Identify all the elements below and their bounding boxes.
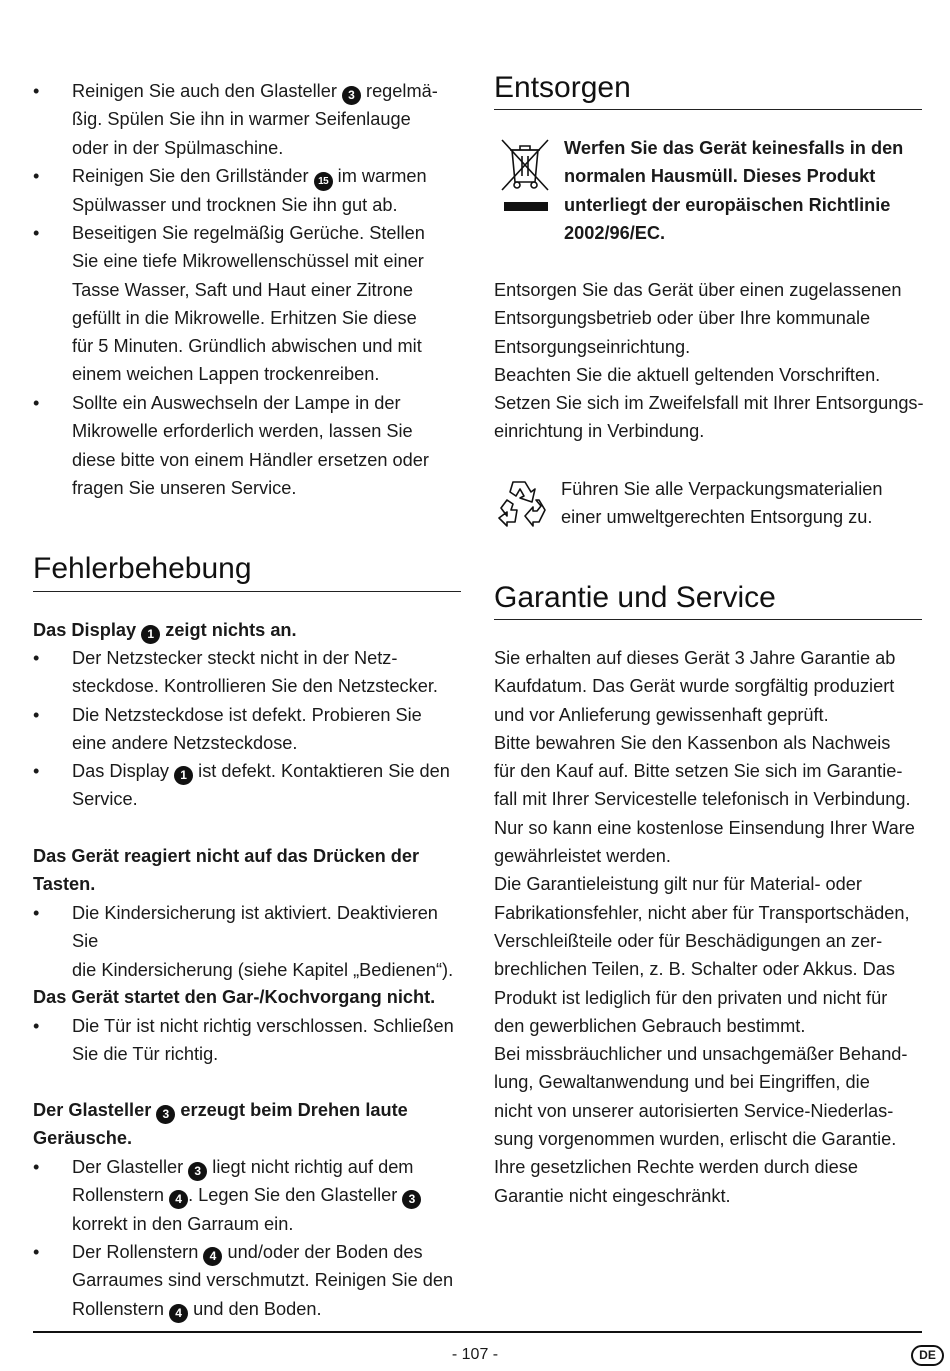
section-divider: [33, 591, 461, 592]
disposal-warning: Werfen Sie das Gerät keinesfalls in den normalen Hausmüll. Dieses Produkt unterliegt der europäischen Richtlinie 2002/96/EC.: [564, 138, 904, 243]
section-divider: [494, 619, 922, 620]
disposal-text: Entsorgen Sie das Gerät über einen zugelassenen Entsorgungsbetrieb oder über Ihre kommunale Entsorgungseinrichtung. Beachten Sie die aktuell geltenden Vorschriften. Setzen Sie sich im Zweifelsfall mit Ihrer Entsorgungs- einrichtung in Verbindung.: [494, 280, 924, 442]
callout-number: 15: [314, 172, 333, 191]
language-badge: DE: [911, 1345, 944, 1366]
list-item: • Sollte ein Auswechseln der Lampe in der Mikrowelle erforderlich werden, lassen Sie diese bitte von einem Händler ersetzen oder fragen Sie unseren Service.: [33, 389, 461, 502]
recycling-arrows-icon: [495, 476, 551, 532]
problem-heading: Der Glasteller 3 erzeugt beim Drehen laute Geräusche.: [33, 1100, 408, 1149]
bullet: •: [33, 223, 40, 243]
list-item: • Reinigen Sie auch den Glasteller 3 regelmä- ßig. Spülen Sie ihn in warmer Seifenlauge oder in der Spülmaschine.: [33, 77, 461, 162]
bullet: •: [33, 1242, 40, 1262]
list-item: • Reinigen Sie den Grillständer 15 im warmen Spülwasser und trocknen Sie ihn gut ab.: [33, 162, 461, 219]
bullet: •: [33, 166, 40, 186]
callout-number: 3: [342, 86, 361, 105]
callout-number: 4: [203, 1247, 222, 1266]
callout-number: 3: [156, 1105, 175, 1124]
list-item: • Der Netzstecker steckt nicht in der Netz- steckdose. Kontrollieren Sie den Netzstecker.: [33, 644, 461, 701]
section-divider: [494, 109, 922, 110]
bullet: •: [33, 1016, 40, 1036]
section-title-fehlerbehebung: Fehlerbehebung: [33, 552, 252, 585]
crossed-out-wheelie-bin-icon: [498, 136, 552, 214]
callout-number: 1: [141, 625, 160, 644]
problem-heading: Das Gerät reagiert nicht auf das Drücken der Tasten.: [33, 846, 420, 895]
problem-heading: Das Display 1 zeigt nichts an.: [33, 616, 461, 644]
bullet: •: [33, 81, 40, 101]
bullet: •: [33, 1157, 40, 1177]
warranty-text: Sie erhalten auf dieses Gerät 3 Jahre Garantie ab Kaufdatum. Das Gerät wurde sorgfältig produziert und vor Anlieferung gewissenhaft geprüft. Bitte bewahren Sie den Kassenbon als Nachweis für den Kauf auf. Bitte setzen Sie sich im Garantie- fall mit Ihrer Servicestelle telefonisch in Verbindung. Nur so kann eine kostenlose Einsendung Ihrer Ware gewährleistet werden. Die Garantieleistung gilt nur für Material- oder Fabrikationsfehler, nicht aber für Transportschäden, Verschleißteile oder für Beschädigungen an zer- brechlichen Teilen, z. B. Schalter oder Akkus. Das Produkt ist lediglich für den privaten und nicht für den gewerblichen Gebrauch bestimmt. Bei missbräuchlicher und unsachgemäßer Behand- lung, Gewaltanwendung und bei Eingriffen, die nicht von unserer autorisierten Service-Niederlas- sung vorgenommen wurden, erlischt die Garantie. Ihre gesetzlichen Rechte werden durch diese Garantie nicht eingeschränkt.: [494, 648, 915, 1206]
list-item: • Die Tür ist nicht richtig verschlossen. Schließen Sie die Tür richtig.: [33, 1012, 461, 1069]
callout-number: 4: [169, 1304, 188, 1323]
callout-number: 4: [169, 1190, 188, 1209]
section-title-garantie: Garantie und Service: [494, 581, 776, 614]
bullet: •: [33, 761, 40, 781]
bullet: •: [33, 903, 40, 923]
list-item: • Der Rollenstern 4 und/oder der Boden des Garraumes sind verschmutzt. Reinigen Sie den Rollenstern 4 und den Boden.: [33, 1238, 461, 1323]
footer-divider: [33, 1331, 922, 1333]
bullet: •: [33, 648, 40, 668]
bullet: •: [33, 705, 40, 725]
page-number: - 107 -: [451, 1346, 499, 1363]
list-item: • Das Display 1 ist defekt. Kontaktieren Sie den Service.: [33, 757, 461, 814]
bullet: •: [33, 393, 40, 413]
list-item: • Der Glasteller 3 liegt nicht richtig auf dem Rollenstern 4 . Legen Sie den Glasteller 3 korrekt in den Garraum ein.: [33, 1153, 461, 1238]
list-item: • Beseitigen Sie regelmäßig Gerüche. Stellen Sie eine tiefe Mikrowellenschüssel mit einer Tasse Wasser, Saft und Haut einer Zitrone gefüllt in die Mikrowelle. Erhitzen Sie diese für 5 Minuten. Gründlich abwischen und mit einem weichen Lappen trockenreiben.: [33, 219, 461, 389]
callout-number: 1: [174, 766, 193, 785]
recycling-note: Führen Sie alle Verpackungsmaterialien einer umweltgerechten Entsorgung zu.: [561, 479, 883, 528]
section-title-entsorgen: Entsorgen: [494, 71, 631, 104]
list-item: • Die Kindersicherung ist aktiviert. Deaktivieren Sie die Kindersicherung (siehe Kapitel „Bedienen“).: [33, 899, 461, 984]
list-item: • Die Netzsteckdose ist defekt. Probieren Sie eine andere Netzsteckdose.: [33, 701, 461, 758]
callout-number: 3: [188, 1162, 207, 1181]
callout-number: 3: [402, 1190, 421, 1209]
problem-heading: Das Gerät startet den Gar-/Kochvorgang nicht.: [33, 987, 436, 1007]
